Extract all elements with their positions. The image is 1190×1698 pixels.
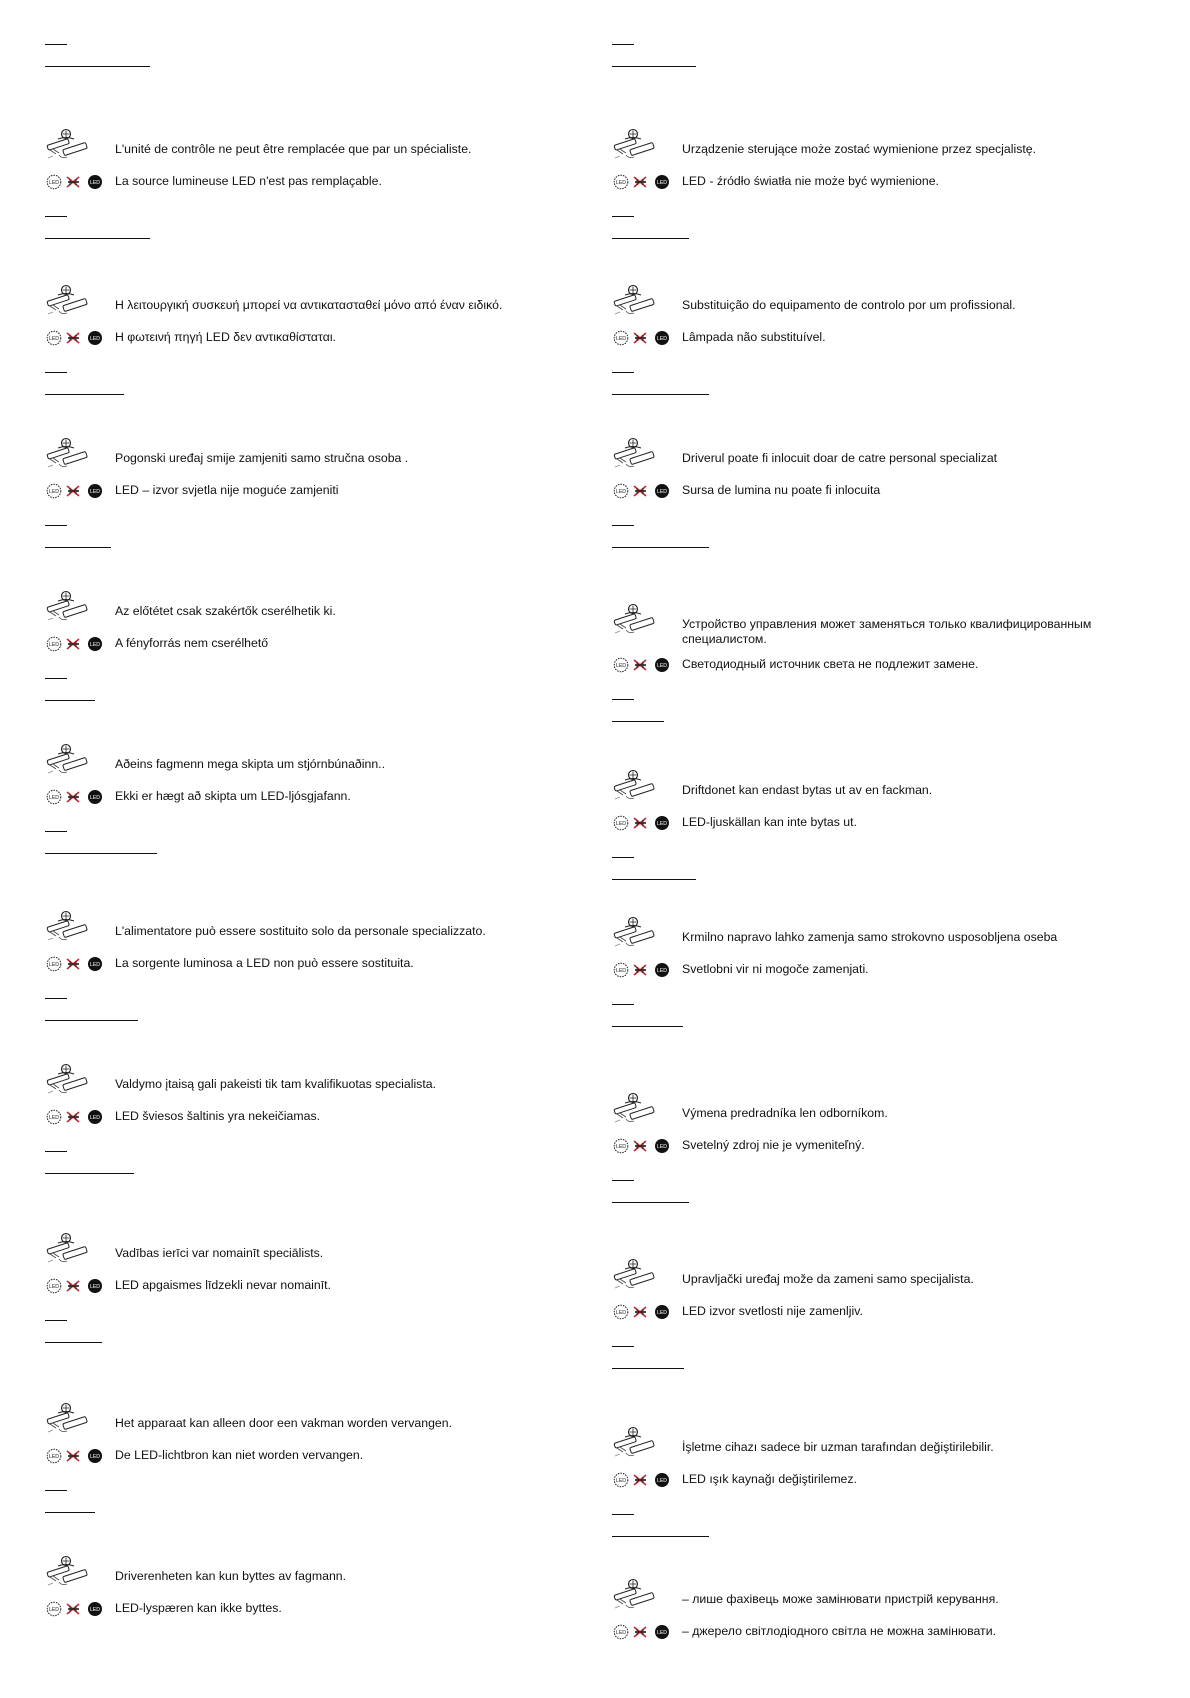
separator-long: [45, 1342, 102, 1343]
svg-text:LED: LED: [89, 336, 101, 343]
replacement-text: Krmilno napravo lahko zamenja samo strokovno usposobljena oseba: [682, 930, 1058, 944]
led-non-replaceable-icon: [88, 175, 102, 189]
svg-text:LED: LED: [48, 489, 60, 496]
led-replaceable-icon: [614, 658, 628, 672]
svg-text:LED: LED: [656, 336, 668, 343]
separator-short: [45, 998, 67, 999]
left-entry-7: [45, 1063, 565, 1183]
crossed-out-icon: [67, 1604, 79, 1614]
svg-text:LED: LED: [615, 1310, 627, 1317]
separator-long: [45, 700, 95, 701]
separator-short: [612, 216, 634, 217]
svg-text:LED: LED: [48, 642, 60, 649]
led-non-replaceable-icon: [88, 1449, 102, 1463]
led-non-replaceable-icon: [88, 484, 102, 498]
led-non-replaceable-icon: [655, 963, 669, 977]
right-entry-7: [612, 1092, 1132, 1212]
led-non-replaceable-icon: [655, 658, 669, 672]
left-entry-3: [45, 437, 565, 557]
tool-replacement-icon: [45, 437, 91, 473]
crossed-out-icon: [67, 792, 79, 802]
led-replaceable-icon: [614, 1139, 628, 1153]
svg-text:LED: LED: [89, 1607, 101, 1614]
left-entry-2: [45, 284, 565, 404]
led-replaceable-icon: [614, 175, 628, 189]
led-replaceable-icon: [47, 175, 61, 189]
replacement-text: Aðeins fagmenn mega skipta um stjórnbúnaðinn..: [115, 757, 386, 771]
tool-replacement-icon: [612, 1092, 658, 1128]
svg-text:LED: LED: [48, 336, 60, 343]
tool-replacement-icon: [612, 128, 658, 164]
led-icon-group: [612, 1137, 674, 1155]
crossed-out-icon: [67, 959, 79, 969]
svg-text:LED: LED: [89, 642, 101, 649]
led-replaceable-icon: [47, 331, 61, 345]
led-icon-group: [612, 482, 674, 500]
led-non-replaceable-icon: [655, 484, 669, 498]
separator-short: [45, 525, 67, 526]
led-non-replaceable-icon: [655, 175, 669, 189]
tool-replacement-icon: [45, 1555, 91, 1591]
led-text: LED - źródło światła nie może być wymienione.: [682, 174, 939, 188]
led-text: Lâmpada não substituível.: [682, 330, 826, 344]
crossed-out-icon: [634, 486, 646, 496]
replacement-text: – лише фахівець може замінювати пристрій керування.: [682, 1592, 999, 1606]
right-column: [612, 0, 1172, 1682]
led-replaceable-icon: [47, 1449, 61, 1463]
separator-short: [45, 678, 67, 679]
led-icon-group: [45, 482, 107, 500]
svg-text:LED: LED: [615, 663, 627, 670]
crossed-out-icon: [67, 177, 79, 187]
svg-text:LED: LED: [48, 1607, 60, 1614]
replacement-text: Urządzenie sterujące może zostać wymienione przez specjalistę.: [682, 142, 1037, 156]
crossed-out-icon: [634, 333, 646, 343]
led-non-replaceable-icon: [655, 816, 669, 830]
led-icon-group: [45, 1600, 107, 1618]
led-replaceable-icon: [614, 963, 628, 977]
svg-text:LED: LED: [615, 180, 627, 187]
separator-short: [612, 372, 634, 373]
crossed-out-icon: [67, 486, 79, 496]
led-text: LED-lyspæren kan ikke byttes.: [115, 1601, 282, 1615]
right-entry-1: [612, 128, 1132, 248]
separator-long: [612, 1026, 683, 1027]
left-column: [45, 0, 585, 1682]
led-non-replaceable-icon: [88, 331, 102, 345]
led-non-replaceable-icon: [88, 1110, 102, 1124]
replacement-text: Výmena predradníka len odborníkom.: [682, 1106, 888, 1120]
led-non-replaceable-icon: [655, 331, 669, 345]
separator-long: [612, 1536, 709, 1537]
led-replaceable-icon: [47, 1602, 61, 1616]
svg-text:LED: LED: [89, 1284, 101, 1291]
tool-replacement-icon: [45, 128, 91, 164]
svg-text:LED: LED: [615, 821, 627, 828]
led-icon-group: [45, 329, 107, 347]
replacement-text: L'alimentatore può essere sostituito solo da personale specializzato.: [115, 924, 486, 938]
replacement-text: Η λειτουργική συσκευή μπορεί να αντικατασταθεί μόνο από έναν ειδικό.: [115, 298, 503, 312]
separator-long: [612, 66, 696, 67]
right-entry-6: [612, 916, 1132, 1036]
tool-replacement-icon: [612, 1258, 658, 1294]
separator-short: [45, 831, 67, 832]
replacement-text: Driverul poate fi inlocuit doar de catre personal specializat: [682, 451, 998, 465]
led-non-replaceable-icon: [655, 1625, 669, 1639]
led-icon-group: [612, 1471, 674, 1489]
led-text: A fényforrás nem cserélhető: [115, 636, 269, 650]
replacement-text: Het apparaat kan alleen door een vakman worden vervangen.: [115, 1416, 453, 1430]
svg-text:LED: LED: [48, 1115, 60, 1122]
svg-text:LED: LED: [656, 821, 668, 828]
led-icon-group: [612, 173, 674, 191]
svg-text:LED: LED: [48, 795, 60, 802]
led-replaceable-icon: [47, 957, 61, 971]
separator-short: [612, 1514, 634, 1515]
svg-text:LED: LED: [656, 1310, 668, 1317]
crossed-out-icon: [634, 965, 646, 975]
led-replaceable-icon: [614, 1473, 628, 1487]
separator-long: [612, 1368, 684, 1369]
svg-text:LED: LED: [48, 1454, 60, 1461]
tool-replacement-icon: [612, 284, 658, 320]
crossed-out-icon: [67, 1112, 79, 1122]
replacement-text: Driftdonet kan endast bytas ut av en fackman.: [682, 783, 933, 797]
replacement-text: L'unité de contrôle ne peut être remplacée que par un spécialiste.: [115, 142, 472, 156]
led-non-replaceable-icon: [88, 637, 102, 651]
separator-short: [612, 699, 634, 700]
left-entry-6: [45, 910, 565, 1030]
separator-long: [45, 1173, 134, 1174]
separator-long: [612, 238, 689, 239]
led-icon-group: [45, 173, 107, 191]
svg-text:LED: LED: [48, 962, 60, 969]
separator-short: [45, 1151, 67, 1152]
led-text: LED ışık kaynağı değiştirilemez.: [682, 1472, 857, 1486]
svg-text:LED: LED: [615, 1630, 627, 1637]
crossed-out-icon: [634, 1307, 646, 1317]
replacement-text: Upravljački uređaj može da zameni samo specijalista.: [682, 1272, 974, 1286]
led-text: Ekki er hægt að skipta um LED-ljósgjafann.: [115, 789, 351, 803]
led-icon-group: [612, 961, 674, 979]
separator-long: [45, 1512, 95, 1513]
separator-short: [45, 372, 67, 373]
right-entry-2: [612, 284, 1132, 404]
replacement-text: Valdymo įtaisą gali pakeisti tik tam kvalifikuotas specialista.: [115, 1077, 436, 1091]
separator-long: [45, 238, 150, 239]
led-non-replaceable-icon: [88, 1279, 102, 1293]
separator-long: [45, 853, 157, 854]
crossed-out-icon: [634, 1475, 646, 1485]
led-non-replaceable-icon: [88, 1602, 102, 1616]
tool-replacement-icon: [612, 769, 658, 805]
separator-short: [612, 1180, 634, 1181]
led-replaceable-icon: [47, 1110, 61, 1124]
led-text: LED – izvor svjetla nije moguće zamjeniti: [115, 483, 339, 497]
led-icon-group: [45, 955, 107, 973]
led-text: LED-ljuskällan kan inte bytas ut.: [682, 815, 857, 829]
separator-long: [45, 1020, 138, 1021]
tool-replacement-icon: [45, 1063, 91, 1099]
right-entry-9: [612, 1426, 1132, 1546]
tool-replacement-icon: [45, 1232, 91, 1268]
svg-text:LED: LED: [89, 180, 101, 187]
led-replaceable-icon: [614, 331, 628, 345]
led-non-replaceable-icon: [655, 1473, 669, 1487]
tool-replacement-icon: [612, 437, 658, 473]
led-icon-group: [45, 635, 107, 653]
led-replaceable-icon: [614, 1625, 628, 1639]
svg-text:LED: LED: [615, 1478, 627, 1485]
replacement-text: Substituição do equipamento de controlo por um profissional.: [682, 298, 1016, 312]
led-non-replaceable-icon: [655, 1139, 669, 1153]
tool-replacement-icon: [612, 1426, 658, 1462]
led-text: De LED-lichtbron kan niet worden vervangen.: [115, 1448, 364, 1462]
crossed-out-icon: [634, 1627, 646, 1637]
tool-replacement-icon: [45, 284, 91, 320]
replacement-text: Pogonski uređaj smije zamjeniti samo stručna osoba .: [115, 451, 409, 465]
separator-long: [612, 394, 709, 395]
separator-long: [612, 721, 664, 722]
separator-short: [612, 44, 634, 45]
svg-text:LED: LED: [656, 489, 668, 496]
svg-text:LED: LED: [656, 1630, 668, 1637]
svg-text:LED: LED: [656, 1478, 668, 1485]
tool-replacement-icon: [45, 910, 91, 946]
separator-long: [612, 879, 696, 880]
separator-short: [45, 216, 67, 217]
crossed-out-icon: [634, 660, 646, 670]
separator-short: [45, 1320, 67, 1321]
svg-text:LED: LED: [48, 1284, 60, 1291]
led-text: Svetelný zdroj nie je vymeniteľný.: [682, 1138, 865, 1152]
left-entry-5: [45, 743, 565, 863]
led-icon-group: [612, 656, 674, 674]
right-entry-10: [612, 1578, 1132, 1698]
separator-short: [612, 1346, 634, 1347]
replacement-text: Az előtétet csak szakértők cserélhetik ki.: [115, 604, 336, 618]
tool-replacement-icon: [612, 603, 658, 639]
svg-text:LED: LED: [89, 962, 101, 969]
left-entry-1: [45, 128, 565, 248]
led-text: LED apgaismes līdzekli nevar nomainīt.: [115, 1278, 331, 1292]
svg-text:LED: LED: [615, 968, 627, 975]
crossed-out-icon: [634, 818, 646, 828]
separator-short: [612, 525, 634, 526]
led-text: La source lumineuse LED n'est pas remplaçable.: [115, 174, 382, 188]
right-entry-4: [612, 603, 1132, 723]
svg-text:LED: LED: [656, 1144, 668, 1151]
crossed-out-icon: [634, 177, 646, 187]
crossed-out-icon: [67, 333, 79, 343]
led-icon-group: [45, 1447, 107, 1465]
separator-long: [45, 394, 124, 395]
replacement-text: Driverenheten kan kun byttes av fagmann.: [115, 1569, 347, 1583]
replacement-text: Vadības ierīci var nomainīt speciālists.: [115, 1246, 324, 1260]
svg-text:LED: LED: [48, 180, 60, 187]
separator-long: [45, 547, 111, 548]
left-entry-10: [45, 1555, 565, 1675]
right-entry-8: [612, 1258, 1132, 1378]
replacement-text: İşletme cihazı sadece bir uzman tarafından değiştirilebilir.: [682, 1440, 994, 1454]
svg-text:LED: LED: [656, 663, 668, 670]
led-replaceable-icon: [614, 1305, 628, 1319]
led-text: Η φωτεινή πηγή LED δεν αντικαθίσταται.: [115, 330, 336, 344]
led-replaceable-icon: [614, 484, 628, 498]
led-non-replaceable-icon: [655, 1305, 669, 1319]
separator-long: [612, 1202, 689, 1203]
separator-short: [45, 44, 67, 45]
crossed-out-icon: [634, 1141, 646, 1151]
tool-replacement-icon: [45, 590, 91, 626]
crossed-out-icon: [67, 1281, 79, 1291]
tool-replacement-icon: [45, 1402, 91, 1438]
led-replaceable-icon: [47, 1279, 61, 1293]
separator-long: [45, 66, 150, 67]
led-replaceable-icon: [47, 637, 61, 651]
led-icon-group: [45, 1277, 107, 1295]
led-text: LED izvor svetlosti nije zamenljiv.: [682, 1304, 863, 1318]
led-icon-group: [45, 788, 107, 806]
led-text: LED šviesos šaltinis yra nekeičiamas.: [115, 1109, 321, 1123]
svg-text:LED: LED: [89, 1454, 101, 1461]
svg-text:LED: LED: [656, 180, 668, 187]
left-entry-4: [45, 590, 565, 710]
led-icon-group: [612, 329, 674, 347]
led-text: Sursa de lumina nu poate fi inlocuita: [682, 483, 881, 497]
led-text: Светодиодный источник света не подлежит замене.: [682, 657, 979, 671]
led-non-replaceable-icon: [88, 790, 102, 804]
replacement-text: Устройство управления может заменяться только квалифицированным специалистом.: [682, 617, 1092, 646]
led-icon-group: [612, 1303, 674, 1321]
right-entry-5: [612, 769, 1132, 889]
separator-short: [612, 857, 634, 858]
svg-text:LED: LED: [656, 968, 668, 975]
led-replaceable-icon: [47, 484, 61, 498]
svg-text:LED: LED: [89, 795, 101, 802]
svg-text:LED: LED: [615, 336, 627, 343]
left-entry-8: [45, 1232, 565, 1352]
separator-short: [612, 1004, 634, 1005]
tool-replacement-icon: [612, 916, 658, 952]
svg-text:LED: LED: [615, 489, 627, 496]
right-entry-3: [612, 437, 1132, 557]
tool-replacement-icon: [45, 743, 91, 779]
led-replaceable-icon: [614, 816, 628, 830]
led-icon-group: [612, 1623, 674, 1641]
led-icon-group: [45, 1108, 107, 1126]
left-entry-9: [45, 1402, 565, 1522]
led-text: – джерело світлодіодного світла не можна замінювати.: [682, 1624, 996, 1638]
svg-text:LED: LED: [89, 1115, 101, 1122]
svg-text:LED: LED: [89, 489, 101, 496]
svg-text:LED: LED: [615, 1144, 627, 1151]
separator-long: [612, 547, 709, 548]
led-replaceable-icon: [47, 790, 61, 804]
led-text: La sorgente luminosa a LED non può essere sostituita.: [115, 956, 414, 970]
crossed-out-icon: [67, 1451, 79, 1461]
led-icon-group: [612, 814, 674, 832]
tool-replacement-icon: [612, 1578, 658, 1614]
led-text: Svetlobni vir ni mogoče zamenjati.: [682, 962, 869, 976]
separator-short: [45, 1490, 67, 1491]
led-non-replaceable-icon: [88, 957, 102, 971]
crossed-out-icon: [67, 639, 79, 649]
